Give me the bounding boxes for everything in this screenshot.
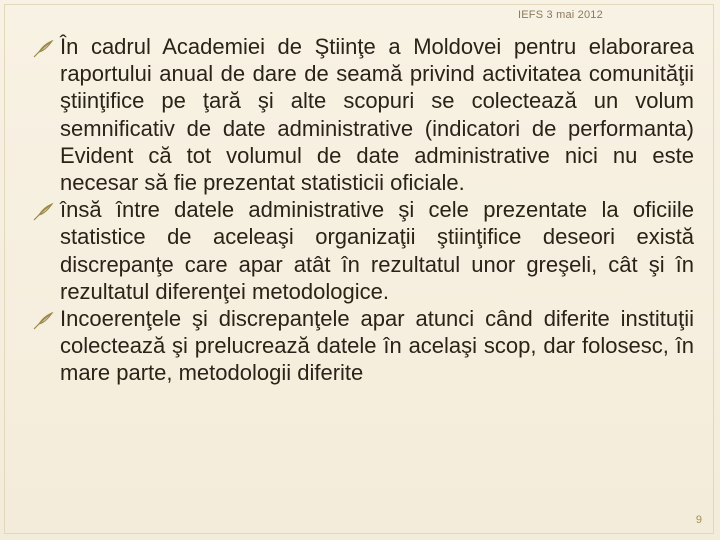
quill-pen-icon	[32, 311, 54, 331]
bullet-item	[32, 196, 694, 305]
bullet-item	[32, 305, 694, 387]
quill-pen-icon	[32, 39, 54, 59]
page-number: 9	[695, 514, 702, 526]
bullet-item	[32, 33, 694, 196]
bullet-list	[32, 33, 694, 387]
quill-pen-icon	[32, 202, 54, 222]
bullet-text: În cadrul Academiei de Ştiinţe a Moldovei pentru elaborarea raportului anual de dare de seamă privind activitatea comunităţii ştiinţifice pe ţară şi alte scopuri se colectează un volum semnificativ de date administrative (indicatori de performanta) Evident că tot volumul de date administrative nici nu este necesar să fie prezentat statisticii oficiale.	[60, 34, 694, 196]
bullet-text: Incoerenţele şi discrepanţele apar atunci când diferite instituţii colectează şi prelucrează datele în acelaşi scop, dar folosesc, în mare parte, metodologii diferite	[60, 306, 694, 386]
bullet-text: însă între datele administrative şi cele prezentate la oficiile statistice de aceleaşi organizaţii ştiinţifice deseori există discrepanţe care apar atât în rezultatul unor greşeli, cât şi în rezultatul diferenţei metodologice.	[60, 197, 694, 304]
slide-header-date: IEFS 3 mai 2012	[518, 9, 603, 21]
